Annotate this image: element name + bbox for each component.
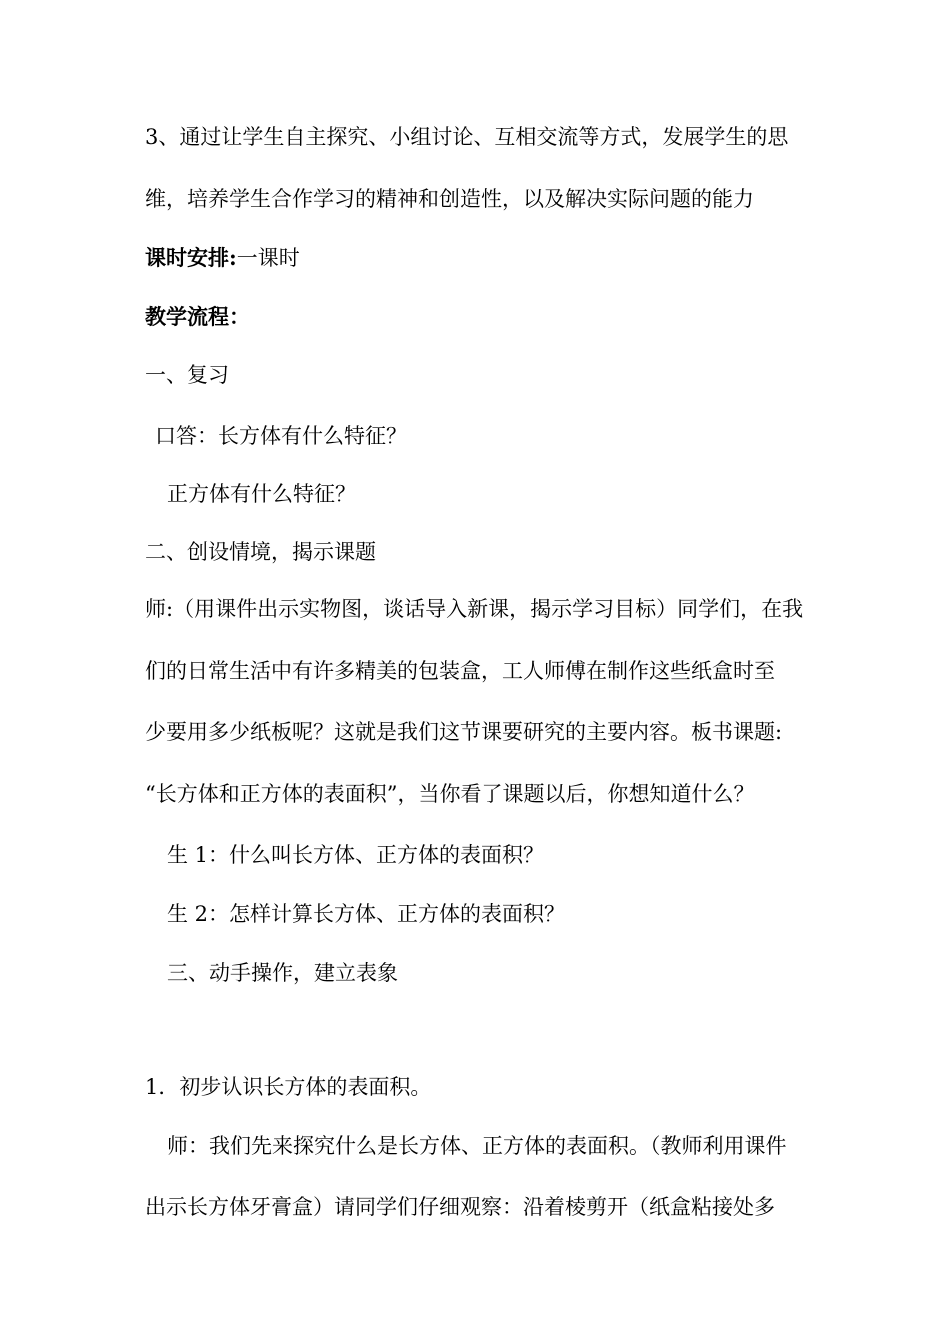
lesson-schedule: [145, 243, 300, 273]
oral-question-cube: 正方体有什么特征？: [167, 482, 356, 506]
paragraph-objective-3-line-1: 3、通过让学生自主探究、小组讨论、互相交流等方式，发展学生的思: [145, 125, 789, 149]
teacher-paragraph-line-4: “长方体和正方体的表面积”，当你看了课题以后，你想知道什么？: [145, 782, 755, 806]
teacher-paragraph-line-3: 少要用多少纸板呢？这就是我们这节课要研究的主要内容。板书课题:: [145, 720, 783, 744]
oral-question-cuboid: 口答：长方体有什么特征？: [155, 424, 407, 448]
teacher-explore-line-2: 出示长方体牙膏盒）请同学们仔细观察：沿着棱剪开（纸盒粘接处多: [145, 1195, 775, 1219]
teacher-paragraph-line-2: 们的日常生活中有许多精美的包装盒，工人师傅在制作这些纸盒时至: [145, 659, 775, 683]
section-scenario-heading: 二、创设情境，揭示课题: [145, 540, 376, 564]
lesson-schedule-value: 一课时: [236, 246, 300, 270]
teacher-paragraph-line-1: 师:（用课件出示实物图，谈话导入新课，揭示学习目标）同学们，在我: [145, 597, 804, 621]
teacher-explore-line-1: 师：我们先来探究什么是长方体、正方体的表面积。（教师利用课件: [167, 1134, 787, 1158]
lesson-schedule-label: 课时安排:: [145, 245, 237, 270]
subsection-1-heading: 1．初步认识长方体的表面积。: [145, 1075, 432, 1099]
section-hands-on-heading: 三、动手操作，建立表象: [167, 961, 398, 985]
student-2-question: 生 2：怎样计算长方体、正方体的表面积？: [167, 902, 566, 926]
section-review-heading: 一、复习: [145, 363, 229, 387]
student-1-question: 生 1：什么叫长方体、正方体的表面积？: [167, 843, 545, 867]
paragraph-objective-3-line-2: 维，培养学生合作学习的精神和创造性，以及解决实际问题的能力: [145, 187, 754, 211]
teaching-process-heading: 教学流程：: [145, 304, 250, 329]
